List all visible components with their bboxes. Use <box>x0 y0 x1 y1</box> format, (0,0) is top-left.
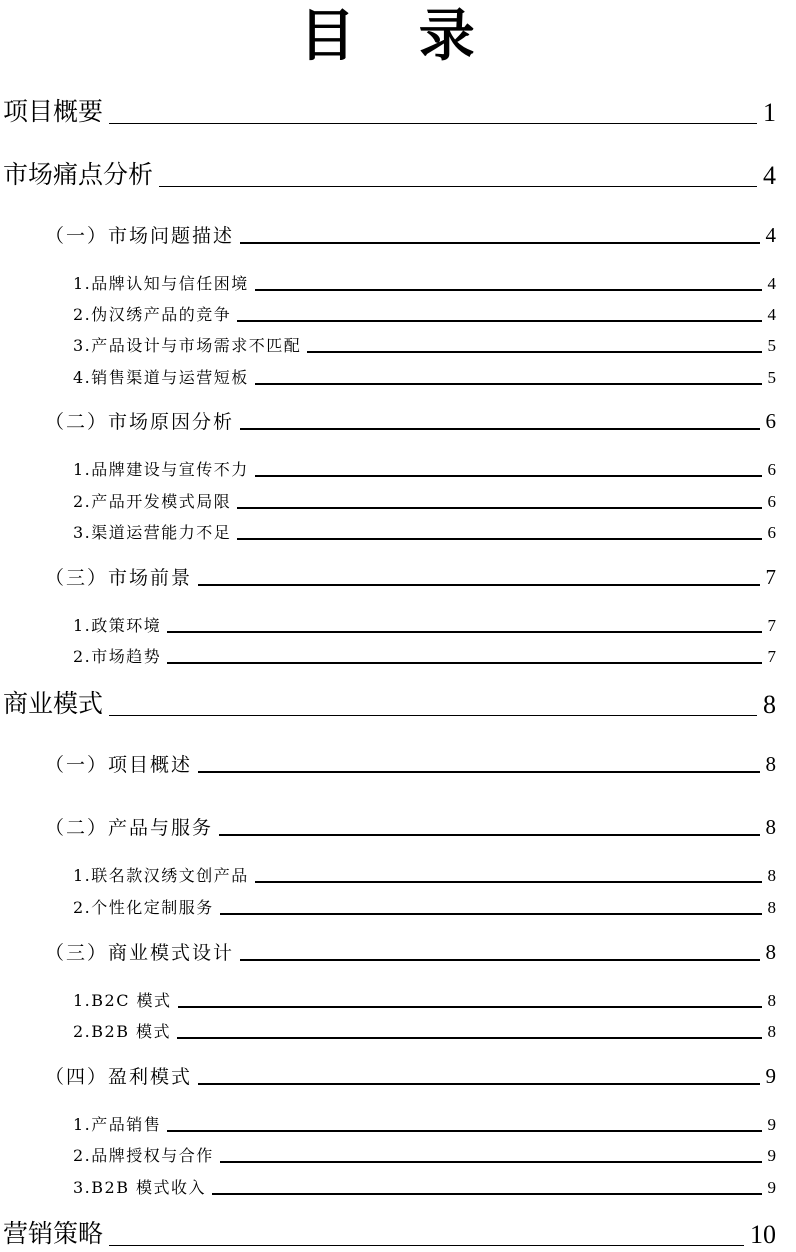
toc-entry-label: 商业模式 <box>3 689 104 718</box>
toc-entry-label: （一）项目概述 <box>45 754 193 776</box>
toc-entry-level-1[interactable] <box>0 1216 796 1250</box>
toc-page-number: 9 <box>767 1115 776 1134</box>
toc-entry-level-3[interactable] <box>0 270 796 294</box>
toc-entry-label: 2.B2B 模式 <box>73 1022 172 1041</box>
toc-page-number: 7 <box>767 647 776 666</box>
toc-leader-line <box>255 289 762 291</box>
toc-entry-label: 1.联名款汉绣文创产品 <box>73 866 249 885</box>
toc-leader-line <box>109 123 757 124</box>
toc-entry-level-3[interactable] <box>0 332 796 356</box>
toc-leader-line <box>237 507 761 509</box>
toc-page-number: 5 <box>767 368 776 387</box>
toc-entry-level-3[interactable] <box>0 364 796 388</box>
toc-leader-line <box>240 242 759 244</box>
toc-page-number: 5 <box>767 336 776 355</box>
toc-entry-level-2[interactable] <box>0 812 796 840</box>
toc-entry-label: 2.产品开发模式局限 <box>73 492 232 511</box>
toc-entry-level-3[interactable] <box>0 1174 796 1198</box>
toc-leader-line <box>220 913 762 915</box>
toc-leader-line <box>198 771 759 773</box>
toc-leader-line <box>167 631 761 633</box>
toc-page-number: 9 <box>767 1178 776 1197</box>
toc-title: 目 录 <box>299 4 497 69</box>
toc-entry-level-3[interactable] <box>0 862 796 886</box>
toc-leader-line <box>109 715 757 716</box>
toc-entry-level-3[interactable] <box>0 894 796 918</box>
toc-page-number: 4 <box>765 223 776 247</box>
toc-entry-level-3[interactable] <box>0 1111 796 1135</box>
toc-page-number: 1 <box>763 98 776 127</box>
toc-entry-label: （三）市场前景 <box>45 567 193 589</box>
toc-page-number: 9 <box>765 1064 776 1088</box>
toc-entry-level-3[interactable] <box>0 1142 796 1166</box>
toc-entry-level-2[interactable] <box>0 1061 796 1089</box>
toc-entry-label: 2.伪汉绣产品的竞争 <box>73 305 232 324</box>
toc-leader-line <box>220 1161 762 1163</box>
toc-entry-label: 营销策略 <box>3 1219 104 1248</box>
toc-leader-line <box>307 351 761 353</box>
toc-entry-level-3[interactable] <box>0 488 796 512</box>
toc-leader-line <box>240 428 759 430</box>
toc-page-number: 6 <box>767 460 776 479</box>
toc-leader-line <box>177 1037 761 1039</box>
toc-entry-level-3[interactable] <box>0 987 796 1011</box>
toc-page-number: 6 <box>767 523 776 542</box>
toc-entry-level-2[interactable] <box>0 220 796 248</box>
toc-entry-label: 1.品牌认知与信任困境 <box>73 274 249 293</box>
toc-leader-line <box>255 881 762 883</box>
toc-page-number: 8 <box>763 690 776 719</box>
toc-entry-level-3[interactable] <box>0 519 796 543</box>
toc-leader-line <box>212 1193 761 1195</box>
toc-page-number: 8 <box>765 815 776 839</box>
toc-leader-line <box>198 584 759 586</box>
toc-page-number: 8 <box>765 752 776 776</box>
toc-leader-line <box>198 1083 759 1085</box>
toc-entry-label: 1.B2C 模式 <box>73 991 172 1010</box>
toc-leader-line <box>240 959 759 961</box>
toc-entry-label: 3.渠道运营能力不足 <box>73 523 232 542</box>
toc-page-number: 7 <box>765 565 776 589</box>
toc-entry-level-1[interactable] <box>0 157 796 191</box>
toc-entry-level-2[interactable] <box>0 749 796 777</box>
toc-entry-label: 3.B2B 模式收入 <box>73 1178 207 1197</box>
toc-entry-label: 2.个性化定制服务 <box>73 898 214 917</box>
toc-leader-line <box>178 1006 762 1008</box>
toc-page-number: 7 <box>767 616 776 635</box>
toc-page-number: 4 <box>767 274 776 293</box>
toc-entry-label: （一）市场问题描述 <box>45 225 235 247</box>
toc-entry-label: 1.品牌建设与宣传不力 <box>73 460 249 479</box>
toc-entry-level-3[interactable] <box>0 1018 796 1042</box>
toc-leader-line <box>159 186 757 187</box>
toc-page-number: 8 <box>767 898 776 917</box>
toc-page-number: 6 <box>765 409 776 433</box>
toc-leader-line <box>167 662 761 664</box>
toc-page-number: 4 <box>767 305 776 324</box>
toc-leader-line <box>167 1130 761 1132</box>
toc-entry-label: 1.产品销售 <box>73 1115 162 1134</box>
toc-page-number: 4 <box>763 161 776 190</box>
toc-entry-label: （四）盈利模式 <box>45 1066 193 1088</box>
toc-entry-label: 项目概要 <box>3 97 104 126</box>
toc-entry-level-2[interactable] <box>0 406 796 434</box>
toc-entry-label: （三）商业模式设计 <box>45 942 235 964</box>
toc-entry-label: 4.销售渠道与运营短板 <box>73 368 249 387</box>
toc-entry-label: 3.产品设计与市场需求不匹配 <box>73 336 302 355</box>
toc-entry-label: 2.品牌授权与合作 <box>73 1146 214 1165</box>
toc-page-number: 9 <box>767 1146 776 1165</box>
toc-entry-level-3[interactable] <box>0 612 796 636</box>
toc-page-number: 10 <box>750 1220 776 1249</box>
toc-entry-level-3[interactable] <box>0 456 796 480</box>
toc-leader-line <box>109 1245 744 1246</box>
toc-entry-level-3[interactable] <box>0 301 796 325</box>
toc-entry-level-2[interactable] <box>0 562 796 590</box>
toc-page-number: 8 <box>765 940 776 964</box>
toc-leader-line <box>255 383 762 385</box>
toc-entry-label: 1.政策环境 <box>73 616 162 635</box>
toc-entry-level-2[interactable] <box>0 937 796 965</box>
toc-page-number: 8 <box>767 866 776 885</box>
toc-entry-label: （二）市场原因分析 <box>45 411 235 433</box>
toc-page-number: 8 <box>767 1022 776 1041</box>
toc-leader-line <box>219 834 759 836</box>
toc-entry-level-3[interactable] <box>0 643 796 667</box>
toc-entry-label: （二）产品与服务 <box>45 817 214 839</box>
toc-page-number: 6 <box>767 492 776 511</box>
toc-entry-level-1[interactable] <box>0 686 796 720</box>
toc-entry-label: 市场痛点分析 <box>3 160 154 189</box>
toc-entry-label: 2.市场趋势 <box>73 647 162 666</box>
toc-leader-line <box>237 538 761 540</box>
toc-leader-line <box>237 320 761 322</box>
toc-page-number: 8 <box>767 991 776 1010</box>
toc-entry-level-1[interactable] <box>0 94 796 128</box>
toc-leader-line <box>255 475 762 477</box>
